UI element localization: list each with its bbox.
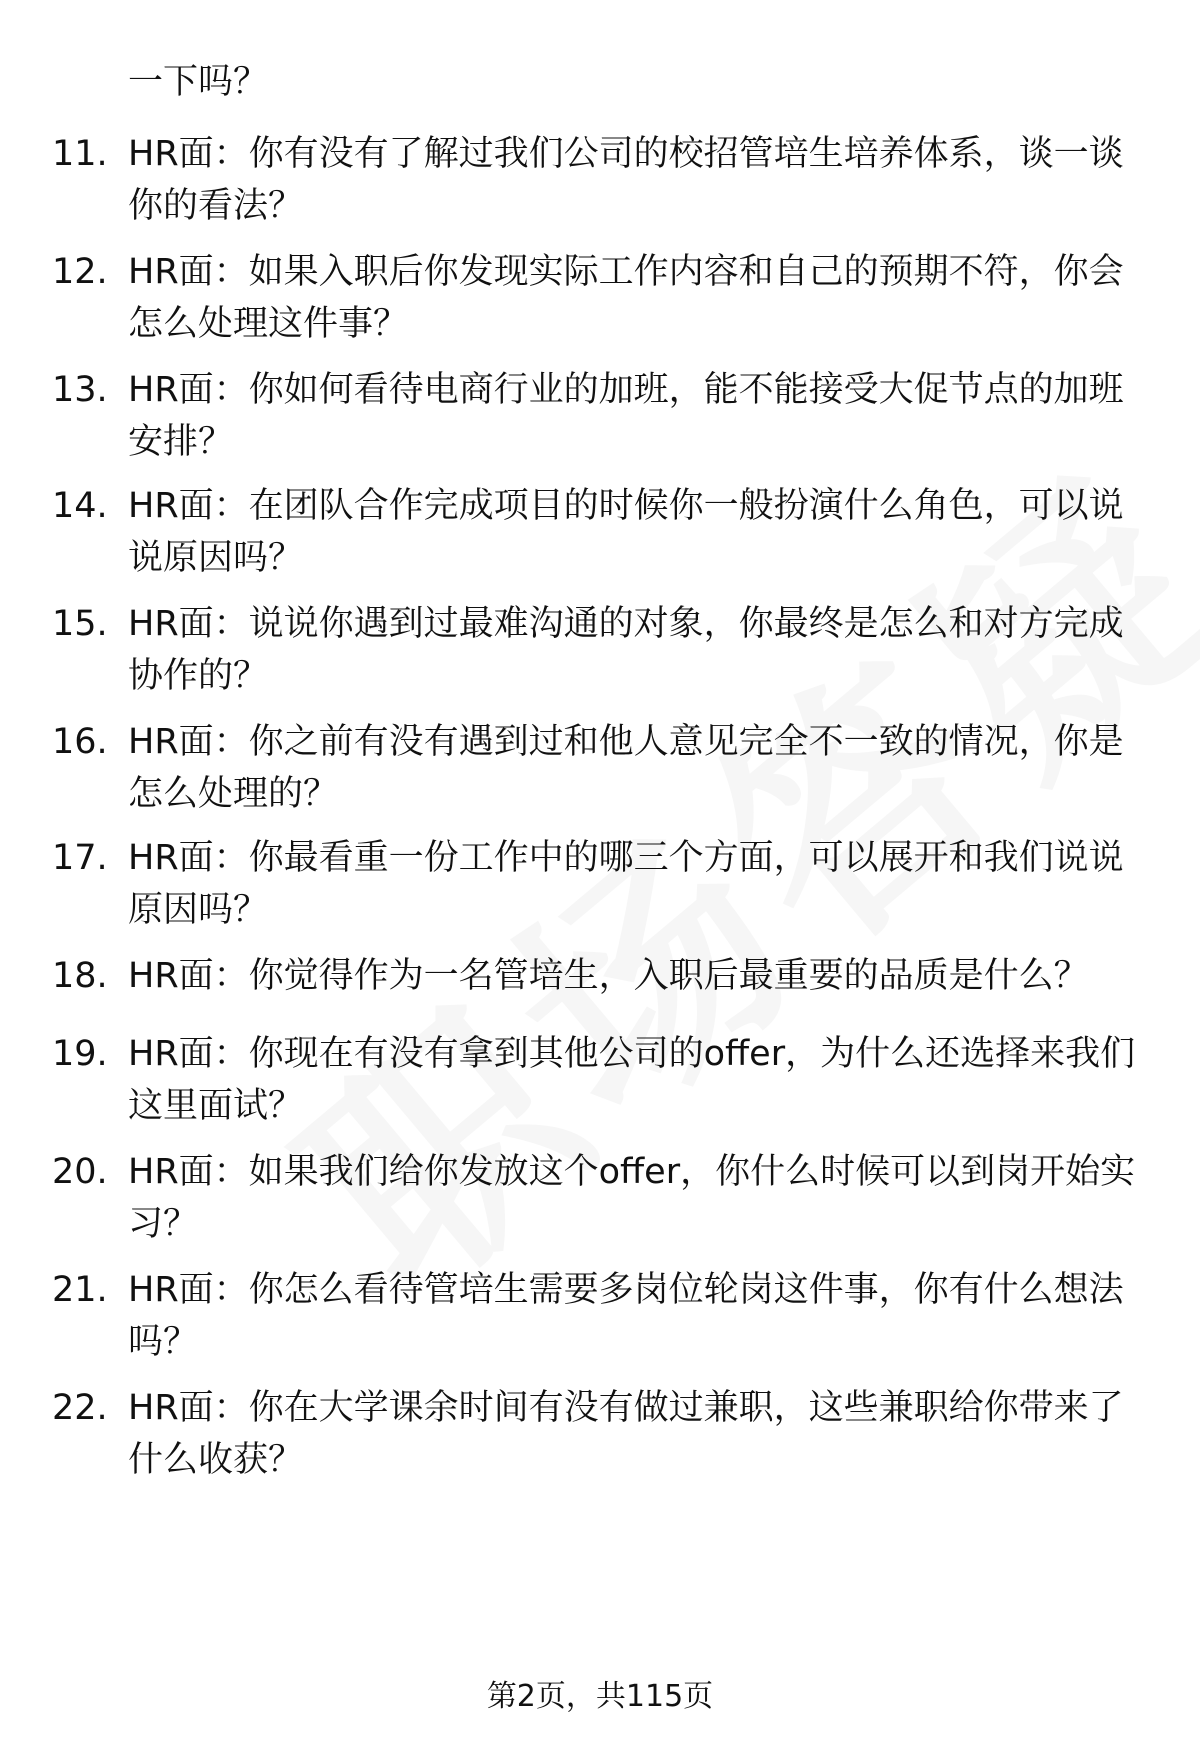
question-number: 14. [52, 486, 108, 526]
question-item [0, 598, 1200, 702]
question-text: HR面：说说你遇到过最难沟通的对象，你最终是怎么和对方完成协作的？ [128, 604, 1124, 696]
question-item [0, 1264, 1200, 1368]
question-text: HR面：如果我们给你发放这个offer，你什么时候可以到岗开始实习？ [128, 1152, 1136, 1244]
question-text: HR面：你之前有没有遇到过和他人意见完全不一致的情况，你是怎么处理的？ [128, 722, 1124, 814]
question-text: HR面：你如何看待电商行业的加班，能不能接受大促节点的加班安排？ [128, 370, 1124, 462]
question-text: HR面：如果入职后你发现实际工作内容和自己的预期不符，你会怎么处理这件事？ [128, 252, 1124, 344]
question-item [0, 246, 1200, 350]
question-text: HR面：你最看重一份工作中的哪三个方面，可以展开和我们说说原因吗？ [128, 838, 1124, 930]
question-number: 17. [52, 838, 108, 878]
question-text: HR面：在团队合作完成项目的时候你一般扮演什么角色，可以说说原因吗？ [128, 486, 1124, 578]
question-number: 13. [52, 370, 108, 410]
question-item [0, 832, 1200, 936]
question-item [0, 364, 1200, 468]
question-number: 16. [52, 722, 108, 762]
question-number: 22. [52, 1388, 108, 1428]
question-text: HR面：你觉得作为一名管培生，入职后最重要的品质是什么？ [128, 956, 1089, 996]
continued-question-text: 一下吗？ [128, 62, 269, 102]
question-item [0, 128, 1200, 232]
question-item [0, 1382, 1200, 1486]
question-number: 19. [52, 1034, 108, 1074]
question-text: HR面：你现在有没有拿到其他公司的offer，为什么还选择来我们这里面试？ [128, 1034, 1136, 1126]
question-number: 21. [52, 1270, 108, 1310]
page-number-footer: 第2页，共115页 [486, 1679, 714, 1714]
question-item [0, 1028, 1200, 1132]
question-number: 15. [52, 604, 108, 644]
question-text: HR面：你有没有了解过我们公司的校招管培生培养体系，谈一谈你的看法？ [128, 134, 1124, 226]
question-number: 18. [52, 956, 108, 996]
question-item [0, 716, 1200, 820]
question-number: 20. [52, 1152, 108, 1192]
question-text: HR面：你怎么看待管培生需要多岗位轮岗这件事，你有什么想法吗？ [128, 1270, 1124, 1362]
question-item [0, 480, 1200, 584]
question-number: 12. [52, 252, 108, 292]
question-number: 11. [52, 134, 108, 174]
question-item [0, 1146, 1200, 1250]
question-text: HR面：你在大学课余时间有没有做过兼职，这些兼职给你带来了什么收获？ [128, 1388, 1124, 1480]
